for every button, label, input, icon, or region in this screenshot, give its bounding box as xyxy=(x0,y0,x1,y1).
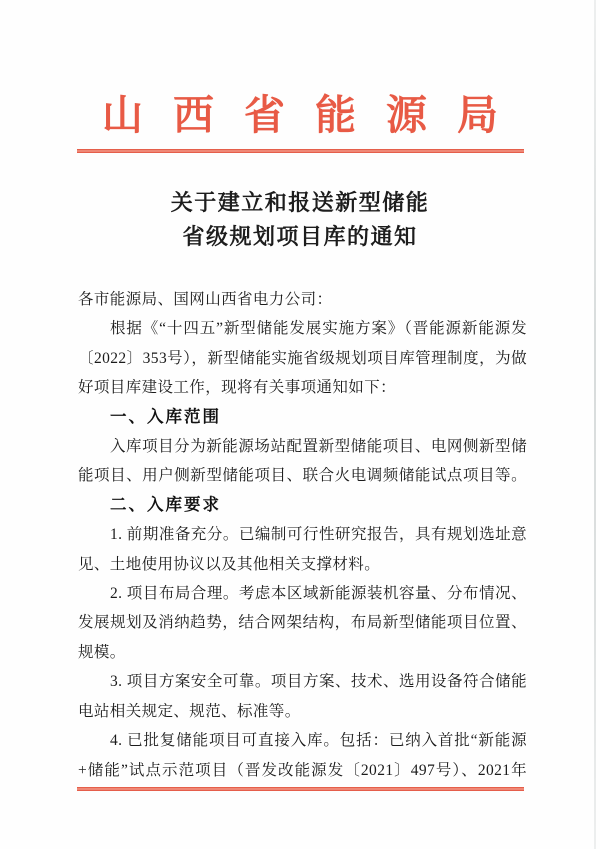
agency-letterhead-name: 山西省能源局 xyxy=(102,92,528,138)
body-line: 3. 项目方案安全可靠。项目方案、技术、选用设备符合储能 xyxy=(110,673,527,691)
document-title-line2: 省级规划项目库的通知 xyxy=(182,224,418,249)
body-line-salutation: 各市能源局、国网山西省电力公司： xyxy=(78,291,333,308)
body-line: 电站相关规定、规范、标准等。 xyxy=(78,702,301,720)
body-line: 见、土地使用协议以及其他相关支撑材料。 xyxy=(78,555,381,573)
body-line: 发展规划及消纳趋势，结合网架结构，布局新型储能项目位置、 xyxy=(78,614,527,632)
body-line: 根据《“十四五”新型储能发展实施方案》（晋能源新能源发 xyxy=(110,320,527,338)
header-divider-line xyxy=(77,149,524,153)
body-line: +储能”试点示范项目（晋发改能源发〔2021〕497号）、2021年 xyxy=(78,761,527,779)
body-line: 4. 已批复储能项目可直接入库。包括：已纳入首批“新能源 xyxy=(110,732,527,750)
body-line: 2. 项目布局合理。考虑本区域新能源装机容量、分布情况、 xyxy=(110,585,527,603)
body-line: 好项目库建设工作，现将有关事项通知如下： xyxy=(78,379,397,397)
body-line: 入库项目分为新能源场站配置新型储能项目、电网侧新型储 xyxy=(110,438,527,456)
document-body xyxy=(78,285,527,785)
body-line: 〔2022〕353号），新型储能实施省级规划项目库管理制度，为做 xyxy=(78,349,527,367)
document-title xyxy=(0,186,600,254)
section-heading-2: 二、入库要求 xyxy=(110,495,221,514)
body-line: 能项目、用户侧新型储能项目、联合火电调频储能试点项目等。 xyxy=(78,467,527,485)
footer-divider-line xyxy=(77,787,524,791)
scan-edge-shadow xyxy=(594,0,596,849)
body-line: 1. 前期准备充分。已编制可行性研究报告，具有规划选址意 xyxy=(110,526,527,544)
section-heading-1: 一、入库范围 xyxy=(110,407,221,426)
document-title-line1: 关于建立和报送新型储能 xyxy=(170,190,430,215)
body-line: 规模。 xyxy=(78,643,126,661)
